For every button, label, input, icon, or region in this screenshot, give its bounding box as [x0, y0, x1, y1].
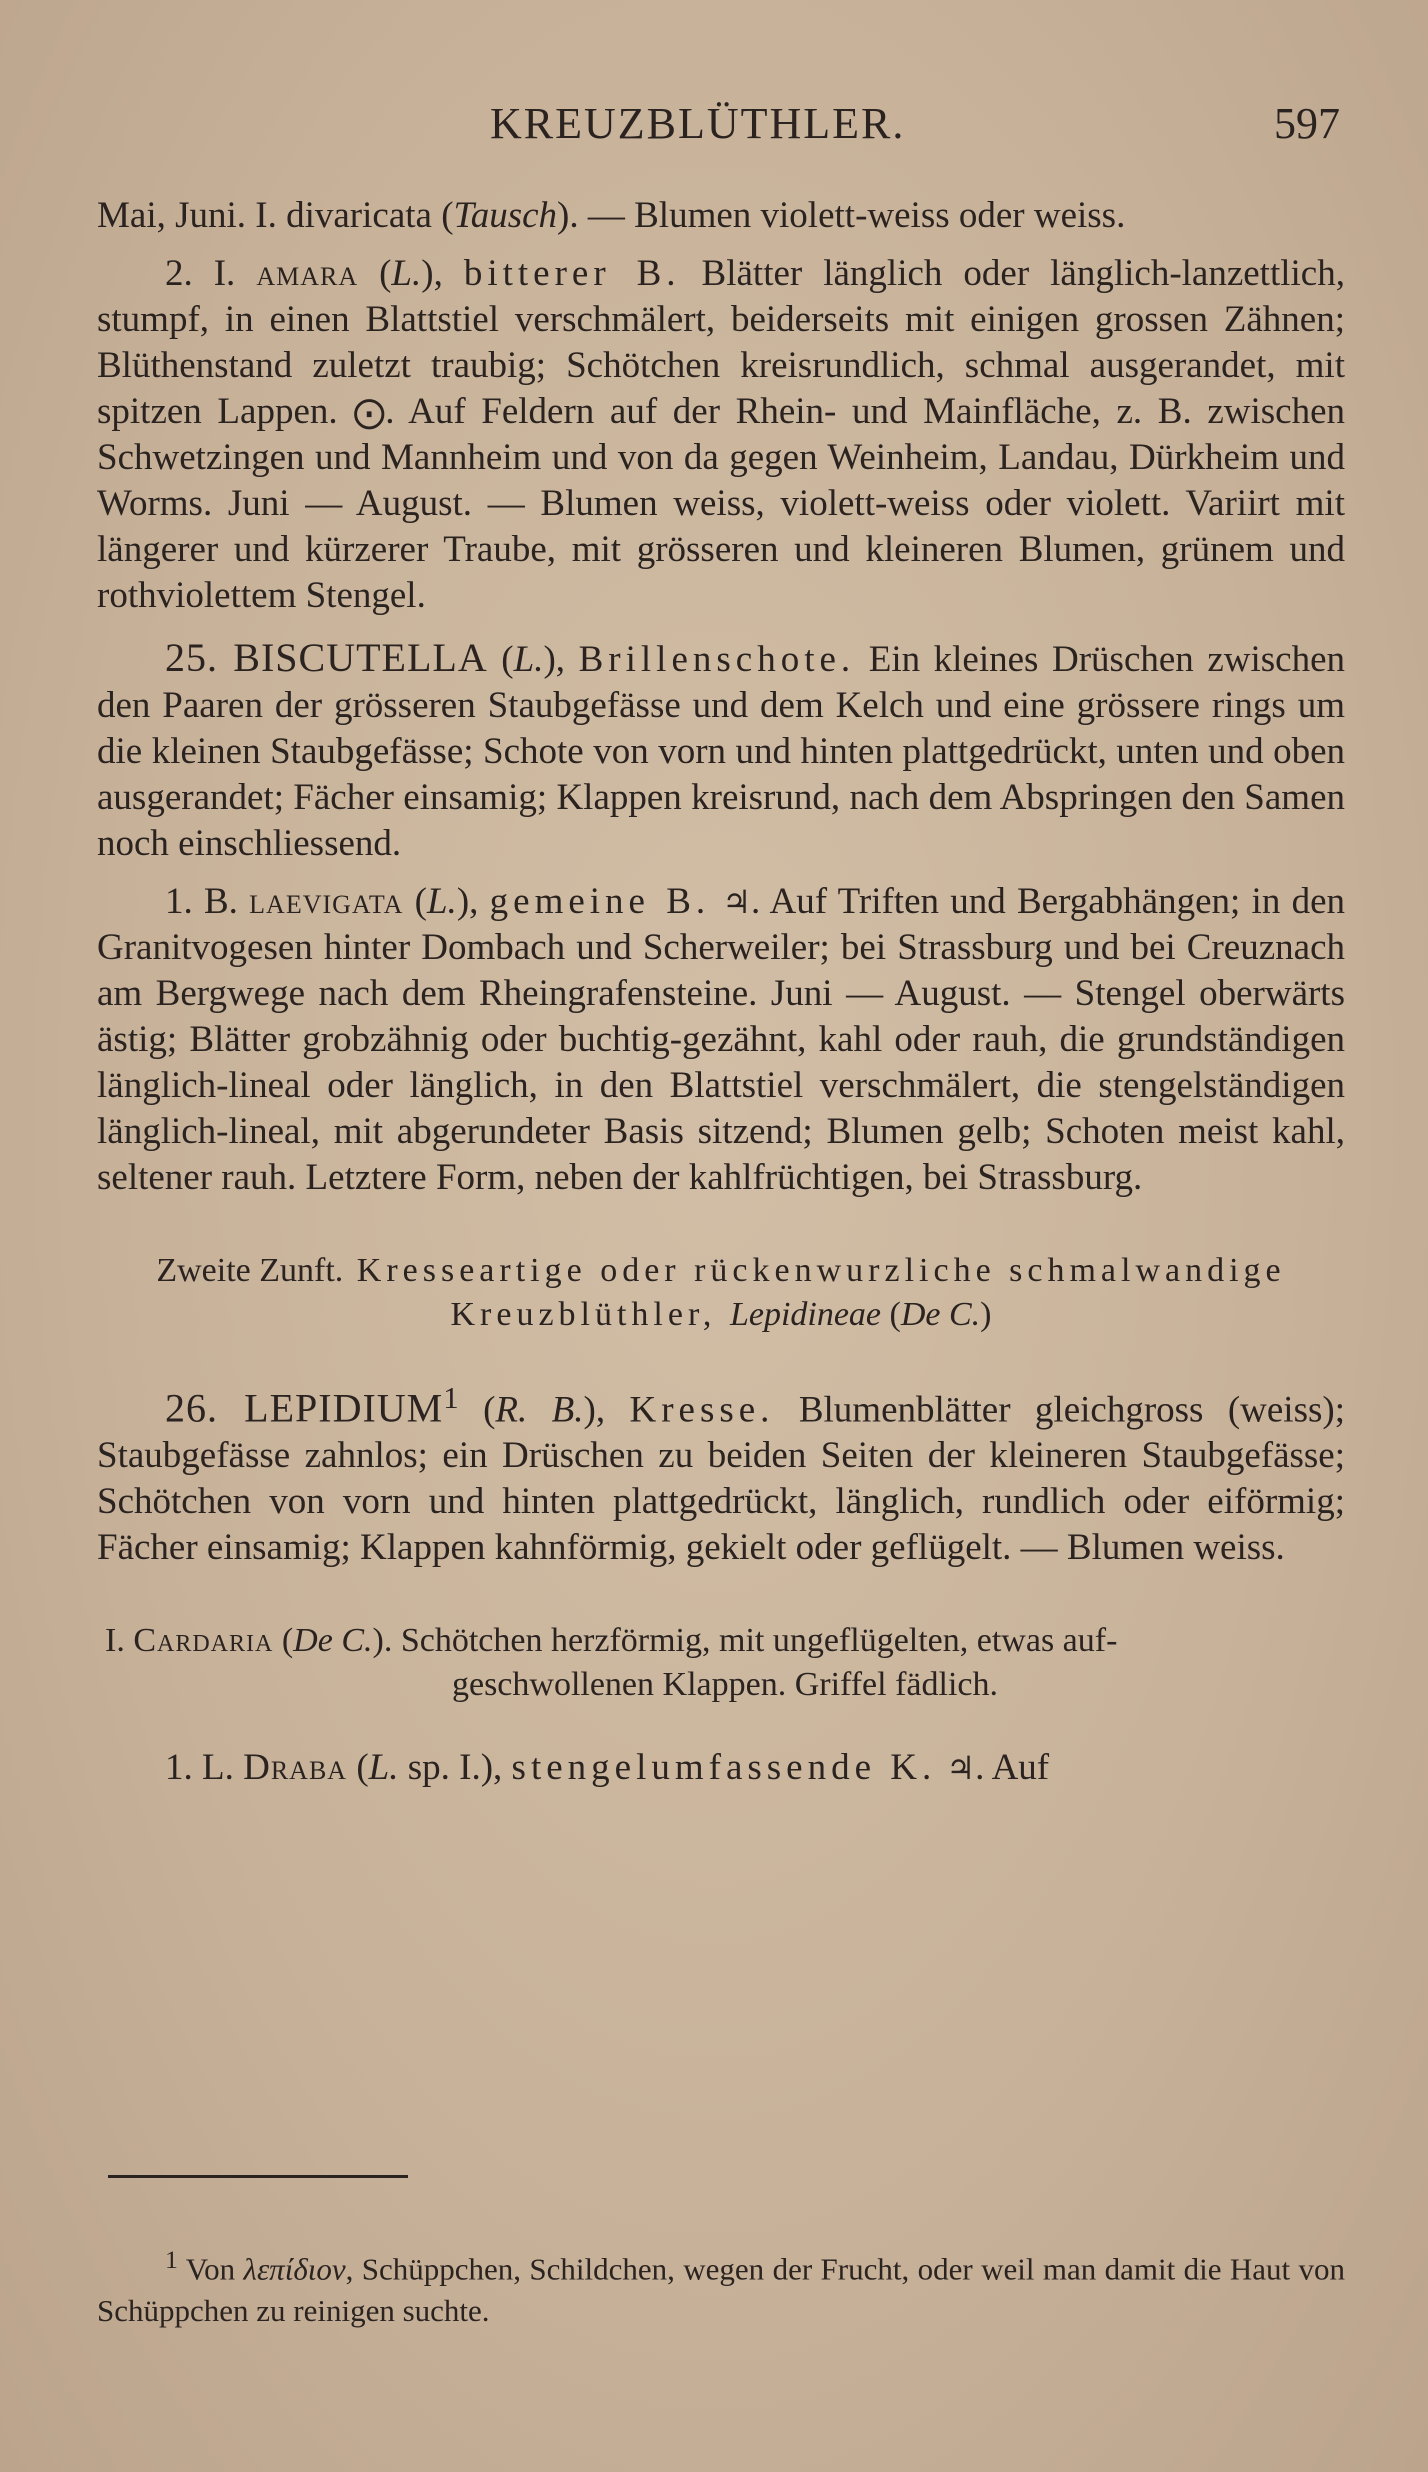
page-number: 597	[1274, 99, 1340, 148]
perennial-symbol: ♃	[710, 883, 752, 921]
running-title: KREUZBLÜTHLER.	[490, 99, 906, 148]
annual-symbol: ⨀	[353, 393, 386, 431]
paragraph-biscutella: 25. BISCUTELLA (L.), Brillenschote. Ein kleines Drüschen zwischen den Paaren der grösseren Staubgefässe und dem Kelch und eine grössere rings um die kleinen Staubgefässe; Schote von vorn und hinten plattgedrückt, unten und oben ausgerandet; Fächer einsamig; Klappen kreisrund, nach dem Abspringen den Samen noch einschliessend.	[97, 635, 1346, 864]
footnote-number: 1	[165, 2245, 178, 2274]
footnote-divider	[108, 2175, 408, 2178]
paragraph-divaricata: Mai, Juni. I. divaricata (Tausch). — Blumen violett-weiss oder weiss.	[97, 195, 1126, 236]
subsection-cardaria: I. Cardaria (De C.). Schötchen herzförmig, mit ungeflügelten, etwas auf- geschwollenen Klappen. Griffel fädlich.	[105, 1622, 1118, 1704]
perennial-symbol: ♃	[936, 1749, 976, 1788]
tribe-heading: Zweite Zunft. Kresseartige oder rückenwurzliche schmalwandige Kreuzblüthler, Lepidineae (De C.)	[156, 1252, 1286, 1333]
page-header	[100, 98, 1340, 150]
paragraph-lepidium: 26. LEPIDIUM$^1$ (R. B.), Kresse. Blumenblätter gleichgross (weiss); Staubgefässe zahnlos; ein Drüschen zu beiden Seiten der kleineren Staubgefässe; Schötchen von vorn und hinten plattgedrückt, länglich, rundlich oder eiförmig; Fächer einsamig; Klappen kahnförmig, gekielt oder geflügelt. — Blumen weiss.	[97, 1381, 1345, 1569]
footnote: $^1$ Von λεπίδιον, Schüppchen, Schildchen, wegen der Frucht, oder weil man damit die Haut von Schüppchen zu reinigen suchte.	[97, 2245, 1345, 2329]
paragraph-amara: 2. I. amara (L.), bitterer B. Blätter länglich oder länglich-lanzettlich, stumpf, in einen Blattstiel verschmälert, beiderseits mit einigen grossen Zähnen; Blüthenstand zuletzt traubig; Schötchen kreisrundlich, schmal ausgerandet, mit spitzen Lappen. ⨀. Auf Feldern auf der Rhein- und Mainfläche, z. B. zwischen Schwetzingen und Mannheim und von da gegen Weinheim, Landau, Dürkheim und Worms. Juni — August. — Blumen weiss, violett-weiss oder violett. Variirt mit längerer und kürzerer Traube, mit grösseren und kleineren Blumen, grünem und rothviolettem Stengel.	[97, 253, 1346, 616]
paragraph-draba: 1. L. Draba (L. sp. I.), stengelumfassende K. ♃. Auf	[165, 1747, 1050, 1789]
page-body	[97, 193, 1345, 1791]
paragraph-laevigata: 1. B. laevigata (L.), gemeine B. ♃. Auf Triften und Bergabhängen; in den Granitvogesen hinter Dombach und Scherweiler; bei Strassburg und bei Creuznach am Bergwege nach dem Rheingrafensteine. Juni — August. — Stengel oberwärts ästig; Blätter grobzähnig oder buchtig-gezähnt, kahl oder rauh, die grundständigen länglich-lineal oder länglich, in den Blattstiel verschmälert, die stengelständigen länglich-lineal, mit abgerundeter Basis sitzend; Blumen gelb; Schoten meist kahl, seltener rauh. Letztere Form, neben der kahlfrüchtigen, bei Strassburg.	[97, 881, 1346, 1198]
footnote-reference: 1	[443, 1381, 459, 1415]
